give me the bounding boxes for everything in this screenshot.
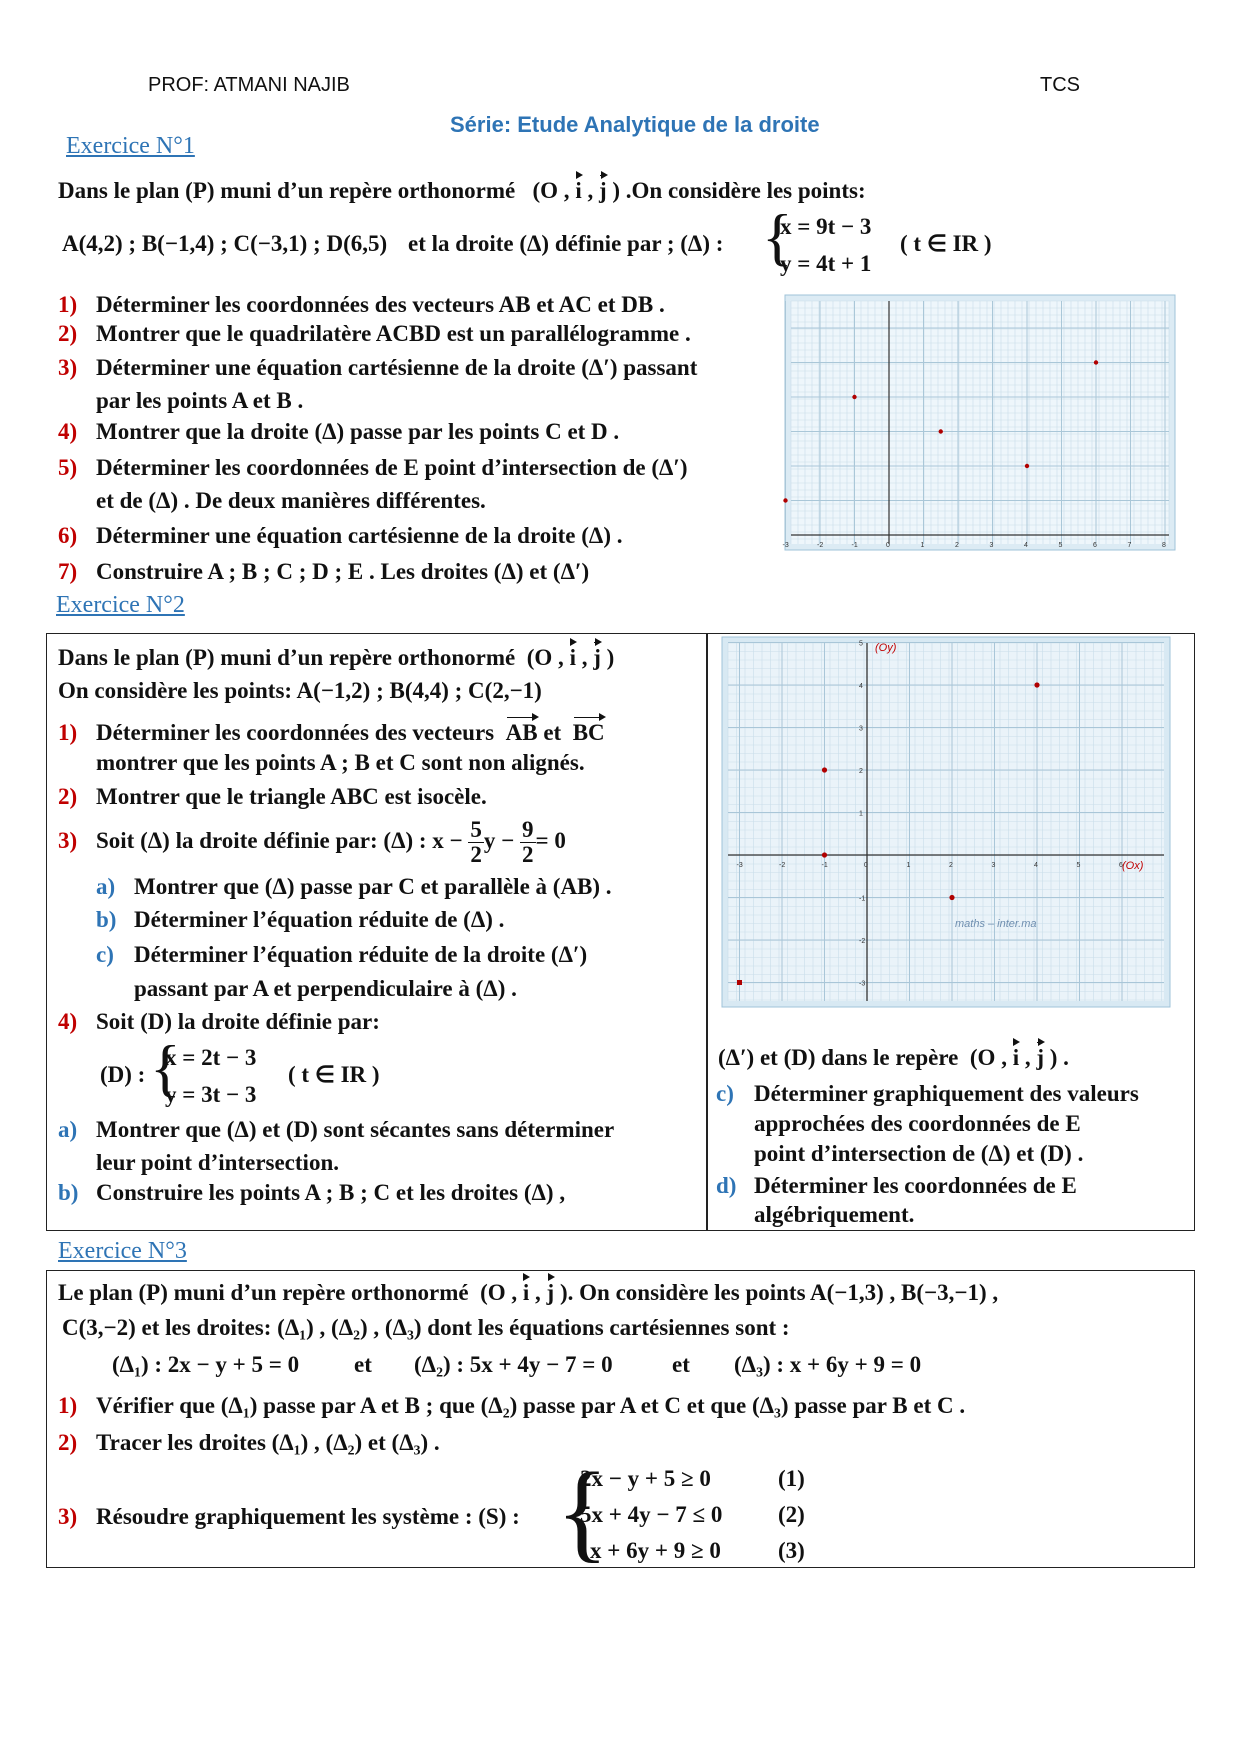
- ex3-eq3: (Δ₃) : x + 6y + 9 = 0: [734, 1352, 922, 1377]
- ex3-eq2: (Δ₂) : 5x + 4y − 7 = 0: [414, 1352, 613, 1377]
- exercise-2-divider: [706, 633, 708, 1230]
- ex2-q3c: c) Déterminer l’équation réduite de la droite (Δ′): [96, 942, 588, 967]
- graph-2-x-tick: -3: [736, 862, 743, 869]
- ex2-q4c-cont2: point d’intersection de (Δ) et (D) .: [754, 1141, 1084, 1166]
- graph-1-point: [1094, 360, 1098, 364]
- ex2-d2: y = 3t − 3: [165, 1082, 257, 1107]
- graph-2-y-tick: -2: [859, 938, 866, 945]
- ex2-d1: x = 2t − 3: [165, 1045, 257, 1070]
- ex1-points: A(4,2) ; B(−1,4) ; C(−3,1) ; D(6,5): [62, 231, 388, 256]
- ex2-q2: 2) Montrer que le triangle ABC est isocèle.: [58, 784, 487, 809]
- graph-2-y-tick: 2: [859, 768, 863, 775]
- ex1-q3: Déterminer une équation cartésienne de la droite (Δ′) passant: [96, 355, 698, 380]
- graph-2: [722, 637, 1170, 1007]
- graph-2-y-tick: 3: [859, 725, 863, 733]
- ex1-q5-cont: et de (Δ) . De deux manières différentes.: [96, 488, 486, 513]
- graph-1-x-tick: -1: [851, 542, 858, 549]
- ex2-q3a: a) Montrer que (Δ) passe par C et parallèle à (AB) .: [96, 874, 612, 899]
- graph-2-y-tick: -1: [859, 895, 866, 903]
- graph-2-point: [737, 980, 742, 985]
- graph-1-x-tick: -2: [817, 542, 824, 549]
- graph-2-point: [822, 767, 827, 772]
- ex3-line1: Le plan (P) muni d’un repère orthonormé (O , i , j ). On considère les points A(−1,3) , B(−3,−1) ,: [58, 1280, 999, 1305]
- graph-2-ox-label: (Ox): [1122, 860, 1144, 872]
- graph-2-point: [822, 852, 827, 857]
- ex3-line2: C(3,−2) et les droites: (Δ₁) , (Δ₂) , (Δ₃) dont les équations cartésiennes sont :: [62, 1315, 790, 1340]
- ex2-q4d: d) Déterminer les coordonnées de E: [716, 1173, 1077, 1198]
- graph-1: [782, 295, 1175, 550]
- ex2-q1: 1) Déterminer les coordonnées des vecteurs AB et BC: [58, 720, 605, 745]
- ex2-intro: Dans le plan (P) muni d’un repère orthonormé (O , i , j ): [58, 645, 615, 670]
- graph-2-x-tick: -1: [821, 862, 828, 869]
- ex1-line-def: et la droite (Δ) définie par ; (Δ) :: [408, 231, 724, 256]
- ex1-sys2: y = 4t + 1: [780, 251, 872, 276]
- graph-2-point: [949, 895, 954, 900]
- graph-1-point: [852, 395, 856, 399]
- ex1-brace: {: [762, 201, 793, 272]
- graph-2-x-tick: 3: [991, 862, 996, 869]
- ex2-q4: 4) Soit (D) la droite définie par:: [58, 1009, 380, 1034]
- ex1-intro-end: .On considère les points:: [625, 178, 866, 203]
- ex1-questions: 1) Déterminer les coordonnées des vecteurs AB et AC et DB . 2) Montrer que le quadrilatère ACBD est un parallélogramme . 3) Déterminer une équation cartésienne de la droite (Δ′) passant par les points A et B . 4) Montrer que la droite (Δ) passe par les points C et D . 5) Déterminer les coordonnées de E point d’intersection de (Δ′) et de (Δ) . De deux manières différentes. 6) Déterminer une équation cartésienne de la droite (Δ) . 7) Construire A ; B ; C ; D ; E . Les droites (Δ) et (Δ′): [58, 292, 698, 584]
- ex3-and2: et: [672, 1352, 690, 1377]
- ex3-q3: 3) Résoudre graphiquement les système : (S) :: [58, 1504, 520, 1529]
- ex3-q1: 1) Vérifier que (Δ₁) passe par A et B ; que (Δ₂) passe par A et C et que (Δ₃) passe par B et C .: [58, 1393, 966, 1418]
- graph-1-x-tick: 3: [989, 542, 994, 549]
- graph-1-x-tick: 4: [1024, 542, 1028, 549]
- graph-2-y-tick: 4: [859, 683, 863, 690]
- ex1-q6: Déterminer une équation cartésienne de la droite (Δ) .: [96, 523, 623, 548]
- graph-1-x-tick: 0: [886, 542, 890, 549]
- ex2-q3c-cont: passant par A et perpendiculaire à (Δ) .: [134, 976, 517, 1001]
- graph-1-x-tick: 1: [920, 542, 925, 549]
- ex3-eq1: (Δ₁) : 2x − y + 5 = 0: [112, 1352, 300, 1377]
- graph-2-x-tick: 1: [906, 862, 911, 869]
- ex1-intro-text: Dans le plan (P) muni d’un repère orthonormé: [58, 178, 516, 203]
- ex3-and1: et: [354, 1352, 372, 1377]
- graph-1-x-tick: 6: [1093, 542, 1097, 549]
- ex1-intro: [58, 178, 866, 204]
- author: PROF: ATMANI NAJIB: [148, 74, 350, 96]
- ex1-q4: Montrer que la droite (Δ) passe par les points C et D .: [96, 419, 620, 444]
- graph-2-y-tick: 5: [859, 640, 863, 648]
- ex1-param: ( t ∈ IR ): [900, 231, 992, 256]
- graph-2-plot-area: [728, 640, 1164, 1001]
- graph-2-y-tick: 1: [859, 810, 863, 818]
- ex1-q5: Déterminer les coordonnées de E point d’intersection de (Δ′): [96, 455, 688, 480]
- graph-2-watermark: maths – inter.ma: [955, 918, 1037, 930]
- ex3-s2: 5x + 4y − 7 ≤ 0: [580, 1502, 723, 1527]
- ex3-q2: 2) Tracer les droites (Δ₁) , (Δ₂) et (Δ₃) .: [58, 1430, 440, 1455]
- ex1-q2: Montrer que le quadrilatère ACBD est un parallélogramme .: [96, 321, 691, 346]
- graph-1-x-tick: 8: [1162, 542, 1166, 549]
- ex2-d-label: (D) :: [100, 1062, 146, 1087]
- ex1-repere: (O , i , j ): [532, 178, 621, 203]
- graph-1-x-tick: -3: [782, 542, 789, 549]
- series-title: Série: Etude Analytique de la droite: [450, 112, 820, 137]
- ex3-s3-num: (3): [778, 1538, 805, 1563]
- graph-1-x-tick: 5: [1058, 542, 1063, 549]
- graph-1-point: [1025, 464, 1029, 468]
- exercise-1-title: Exercice N°1: [66, 133, 195, 159]
- ex2-points: On considère les points: A(−1,2) ; B(4,4) ; C(2,−1): [58, 678, 542, 703]
- graph-1-x-tick: 2: [955, 542, 959, 549]
- ex2-q4b-cont: (Δ′) et (D) dans le repère (O , i , j ) .: [718, 1045, 1069, 1070]
- graph-1-x-tick: 7: [1127, 542, 1132, 549]
- ex1-q7: Construire A ; B ; C ; D ; E . Les droites (Δ) et (Δ′): [96, 559, 590, 584]
- graph-2-x-tick: 5: [1076, 862, 1081, 869]
- ex2-q1-cont: montrer que les points A ; B et C sont non alignés.: [96, 750, 585, 775]
- ex2-q3b: b) Déterminer l’équation réduite de (Δ) .: [96, 907, 505, 932]
- exercise-2-title: Exercice N°2: [56, 592, 185, 618]
- ex2-brace: {: [150, 1032, 181, 1103]
- ex3-brace: {: [556, 1450, 609, 1572]
- graph-2-y-tick: -3: [859, 980, 866, 988]
- graph-2-x-tick: 4: [1034, 862, 1038, 869]
- graph-1-point: [783, 498, 787, 502]
- graph-2-x-tick: 6: [1119, 862, 1123, 869]
- ex2-q4c: c) Déterminer graphiquement des valeurs: [716, 1081, 1139, 1106]
- ex2-q4a-cont: leur point d’intersection.: [96, 1150, 339, 1175]
- ex3-s2-num: (2): [778, 1502, 805, 1527]
- ex2-q3: 3) Soit (Δ) la droite définie par: (Δ) : x − $\frac{5}{2}$ y − $\frac{9}{2}$ = 0: [58, 817, 566, 868]
- graph-2-point: [1034, 682, 1039, 687]
- ex3-s1: 2x − y + 5 ≥ 0: [580, 1466, 711, 1491]
- ex1-sys1: x = 9t − 3: [780, 214, 872, 239]
- ex2-q4a: a) Montrer que (Δ) et (D) sont sécantes sans déterminer: [58, 1117, 615, 1142]
- ex2-q4b: b) Construire les points A ; B ; C et les droites (Δ) ,: [58, 1180, 566, 1205]
- level: TCS: [1040, 74, 1080, 96]
- ex1-q3-cont: par les points A et B .: [96, 388, 304, 413]
- graph-1-point: [939, 429, 943, 433]
- ex3-s1-num: (1): [778, 1466, 805, 1491]
- ex1-q1: Déterminer les coordonnées des vecteurs AB et AC et DB .: [96, 292, 665, 317]
- graph-2-x-tick: 0: [864, 862, 868, 869]
- ex2-q4d-cont: algébriquement.: [754, 1202, 915, 1227]
- ex2-q4c-cont1: approchées des coordonnées de E: [754, 1111, 1081, 1136]
- exercise-3-title: Exercice N°3: [58, 1238, 187, 1264]
- graph-2-oy-label: (Oy): [875, 642, 897, 654]
- ex3-s3: x + 6y + 9 ≥ 0: [590, 1538, 721, 1563]
- graph-2-x-tick: 2: [949, 862, 953, 869]
- ex2-d-param: ( t ∈ IR ): [288, 1062, 380, 1087]
- graph-2-x-tick: -2: [779, 862, 786, 869]
